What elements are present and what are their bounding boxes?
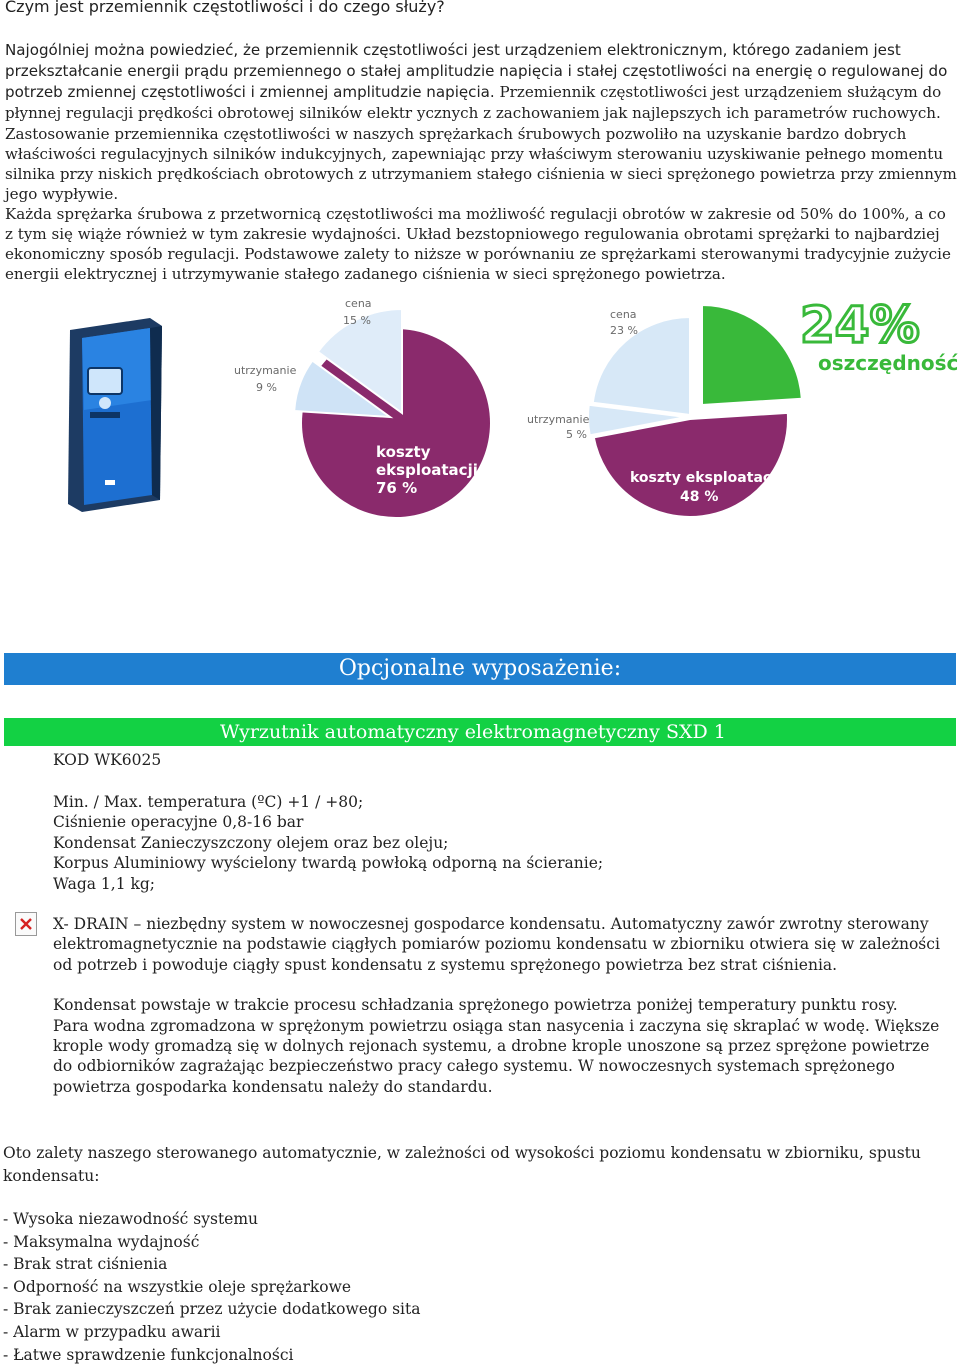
pie-slice-cena-after — [593, 317, 690, 415]
list-item: - Alarm w przypadku awarii — [3, 1322, 221, 1341]
product-code: KOD WK6025 — [53, 751, 162, 769]
savings-value: 24% — [800, 296, 920, 354]
list-item: - Odporność na wszystkie oleje sprężarkowe — [3, 1277, 352, 1296]
label-cena-before: cena — [345, 297, 372, 310]
description-paragraph: Kondensat powstaje w trakcie procesu schładzania sprężonego powietrza poniżej temperatury punktu rosy. — [53, 996, 898, 1015]
product-specs — [53, 792, 603, 894]
description-paragraph: Para wodna zgromadzona w sprężonym powietrzu osiąga stan nasycenia i zaczyna się skraplać w wodę. Większe krople wody gromadzą się w dolnych rejonach systemu, a drobne krople unoszone są przez sprężone powietrze do odbiorników zagrażając bezpieczeństwo pracy całego systemu. W nowoczesnych systemach sprężonego powietrza gospodarka kondensatu należy do standardu. — [53, 1016, 940, 1096]
list-item: - Maksymalna wydajność — [3, 1232, 200, 1251]
label-utrzymanie-after: utrzymanie — [527, 413, 590, 426]
label-cena-pct-before: 15 % — [343, 314, 371, 327]
page-title: Czym jest przemiennik częstotliwości i do czego służy? — [5, 0, 445, 16]
advantages-list — [3, 1208, 420, 1366]
label-utrzymanie-pct-after: 5 % — [566, 428, 587, 441]
list-item: - Wysoka niezawodność systemu — [3, 1210, 259, 1228]
spec-line: Ciśnienie operacyjne 0,8-16 bar — [53, 813, 304, 832]
cost-comparison-figure — [0, 290, 960, 520]
intro-paragraph-3: Każda sprężarka śrubowa z przetwornicą częstotliwości ma możliwość regulacji obrotów w zakresie od 50% do 100%, a co z tym się wiąże również w tym zakresie wydajności. Układ bezstopniowego regulowania obrotami sprężarki to najbardziej ekonomiczny sposób regulacji. Podstawowe zalety to niższe w porównaniu ze sprężarkami sterowanymi tradycyjnie zużycie energii elektrycznej i utrzymywanie stałego zadanego ciśnienia w sieci sprężonego powietrza. — [5, 205, 951, 283]
spec-line: Kondensat Zanieczyszczony olejem oraz bez oleju; — [53, 833, 449, 852]
product-header — [4, 718, 956, 746]
label-utrzymanie-pct-before: 9 % — [256, 381, 277, 394]
savings-label: oszczędność — [818, 351, 959, 375]
label-cena-pct-after: 23 % — [610, 324, 638, 337]
optional-equipment-header: Opcjonalne wyposażenie: — [4, 653, 956, 685]
list-item: - Brak strat ciśnienia — [3, 1255, 168, 1274]
label-koszty-after: koszty eksploatacji — [630, 470, 781, 486]
list-item: - Brak zanieczyszczeń przez użycie dodatkowego sita — [3, 1300, 421, 1319]
product-name: Wyrzutnik automatyczny elektromagnetyczny SXD 1 — [220, 721, 726, 743]
intro-text — [5, 40, 957, 284]
frequency-inverter-image — [68, 318, 162, 512]
intro-paragraph-1: Najogólniej można powiedzieć, że przemiennik częstotliwości jest urządzeniem elektronicznym, którego zadaniem jest przekształcanie energii prądu przemiennego o stałej amplitudzie napięcia i stałej częstotliwości na energię o regulowanej do potrzeb zmiennej częstotliwości i zmiennej amplitudzie napięcia. — [5, 41, 948, 101]
broken-image-icon — [15, 912, 37, 936]
label-koszty-before: koszty — [376, 443, 431, 461]
intro-paragraph-1b: Przemiennik częstotliwości jest urządzeniem służącym do płynnej regulacji prędkości obrotowej silników elektr ycznych z zachowaniem jak najlepszych ich parametrów ruchowych. — [5, 83, 942, 122]
label-cena-after: cena — [610, 308, 637, 321]
intro-paragraph-2: Zastosowanie przemiennika częstotliwości w naszych sprężarkach śrubowych pozwoliło na uzyskanie bardzo dobrych właściwości regulacyjnych silników indukcyjnych, zapewniając przy właściwym sterowaniu uzyskiwanie pełnego momentu silnika przy niskich prędkościach obrotowych z utrzymaniem stałego ciśnienia w sieci sprężonego powietrza przy zmiennym jego wypływie. — [5, 125, 957, 203]
spec-line: Min. / Max. temperatura (ºC) +1 / +80; — [53, 793, 364, 811]
advantages-intro: Oto zalety naszego sterowanego automatycznie, w zależności od wysokości poziomu kondensatu w zbiorniku, spustu kondensatu: — [3, 1144, 921, 1185]
spec-line: Korpus Aluminiowy wyścielony twardą powłoką odporną na ścieranie; — [53, 854, 604, 873]
pie-slice-oszczednosc — [702, 305, 802, 405]
description-paragraph: X- DRAIN – niezbędny system w nowoczesnej gospodarce kondensatu. Automatyczny zawór zwrotny sterowany elektromagnetycznie na podstawie ciągłych pomiarów poziomu kondensatu w zbiorniku otwiera się w zależności od potrzeb i powoduje ciągły spust kondensatu z systemu sprężonego powietrza bez strat ciśnienia. — [53, 915, 940, 974]
label-koszty-pct-after: 48 % — [680, 489, 719, 505]
product-description — [53, 914, 953, 1097]
figure-svg — [0, 290, 960, 520]
label-eksploatacji-before: eksploatacji — [376, 461, 478, 479]
label-koszty-pct-before: 76 % — [376, 479, 418, 497]
spec-line: Waga 1,1 kg; — [53, 874, 156, 893]
label-utrzymanie-before: utrzymanie — [234, 364, 297, 377]
list-item: - Łatwe sprawdzenie funkcjonalności — [3, 1345, 294, 1364]
